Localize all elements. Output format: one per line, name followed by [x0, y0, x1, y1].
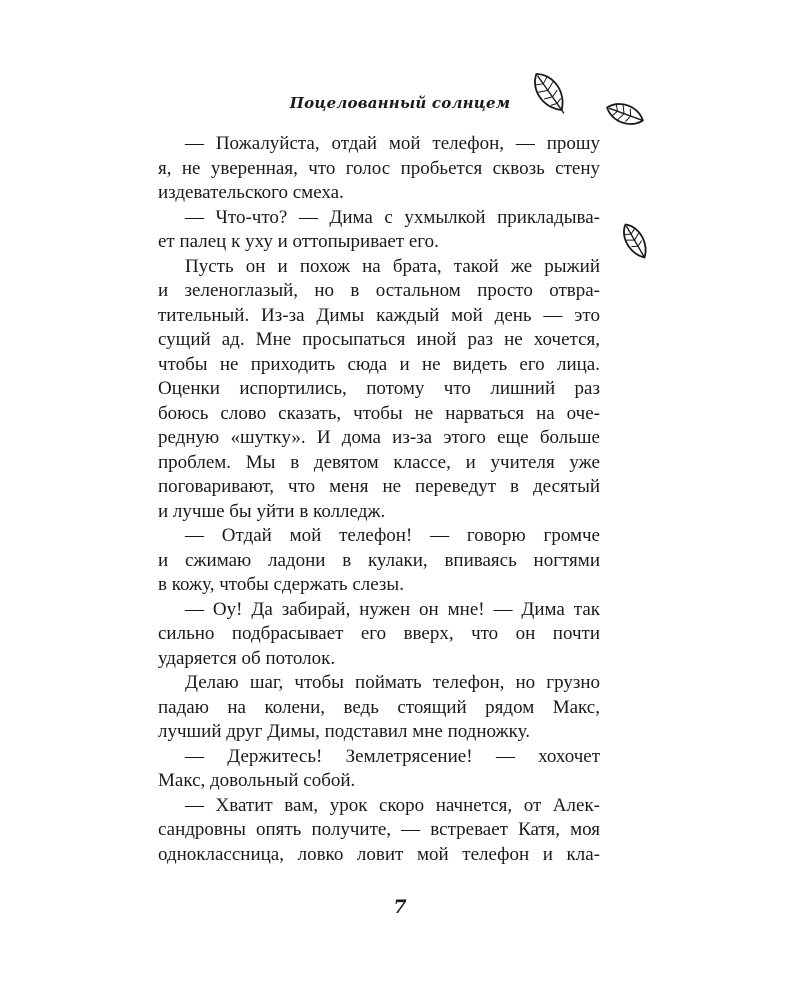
text-line: — Оу! Да забирай, нужен он мне! — Дима так: [185, 598, 600, 620]
text-line: поговаривают, что меня не переведут в десятый: [158, 476, 600, 497]
text-line: тительный. Из-за Димы каждый мой день — это: [158, 304, 600, 326]
running-head: Поцелованный солнцем: [289, 94, 511, 112]
text-line: в кожу, чтобы сдержать слезы.: [158, 574, 404, 595]
text-line: и зеленоглазый, но в остальном просто отвра-: [158, 280, 600, 301]
text-line: Макс, довольный собой.: [158, 770, 356, 791]
text-line: проблем. Мы в девятом классе, и учителя уже: [158, 451, 600, 473]
text-line: — Отдай мой телефон! — говорю громче: [185, 525, 600, 546]
text-line: и лучше бы уйти в колледж.: [158, 500, 386, 522]
text-line: падаю на колени, ведь стоящий рядом Макс,: [158, 696, 600, 718]
text-line: одноклассница, ловко ловит мой телефон и кла-: [158, 843, 600, 865]
text-line: ударяется об потолок.: [158, 647, 336, 669]
leaf-icon: [527, 68, 571, 116]
text-line: — Пожалуйста, отдай мой телефон, — прошу: [185, 133, 600, 154]
text-line: сандровны опять получите, — встревает Катя, моя: [158, 819, 600, 840]
text-line: ет палец к уху и оттопыривает его.: [158, 231, 439, 252]
text-line: боюсь слово сказать, чтобы не нарваться на оче-: [158, 402, 600, 424]
text-line: лучший друг Димы, подставил мне подножку.: [158, 721, 530, 742]
text-line: — Что-что? — Дима с ухмылкой прикладыва-: [185, 206, 600, 228]
text-line: редную «шутку». И дома из-за этого еще больше: [158, 427, 600, 448]
text-line: — Хватит вам, урок скоро начнется, от Алек-: [185, 794, 600, 816]
text-line: — Держитесь! Землетрясение! — хохочет: [185, 745, 600, 767]
text-line: Оценки испортились, потому что лишний раз: [158, 378, 600, 399]
text-line: сильно подбрасывает его вверх, что он почти: [158, 623, 600, 644]
leaf-icon: [603, 94, 647, 134]
leaf-icon: [618, 220, 652, 262]
text-line: издевательского смеха.: [158, 182, 344, 203]
text-line: Делаю шаг, чтобы поймать телефон, но грузно: [185, 672, 600, 693]
text-line: и сжимаю ладони в кулаки, впиваясь ногтями: [158, 549, 600, 571]
text-line: сущий ад. Мне просыпаться иной раз не хочется,: [158, 329, 600, 350]
text-line: Пусть он и похож на брата, такой же рыжий: [185, 255, 600, 277]
page-number: 7: [393, 896, 407, 918]
text-line: я, не уверенная, что голос пробьется сквозь стену: [158, 157, 600, 179]
text-line: чтобы не приходить сюда и не видеть его лица.: [158, 353, 600, 375]
